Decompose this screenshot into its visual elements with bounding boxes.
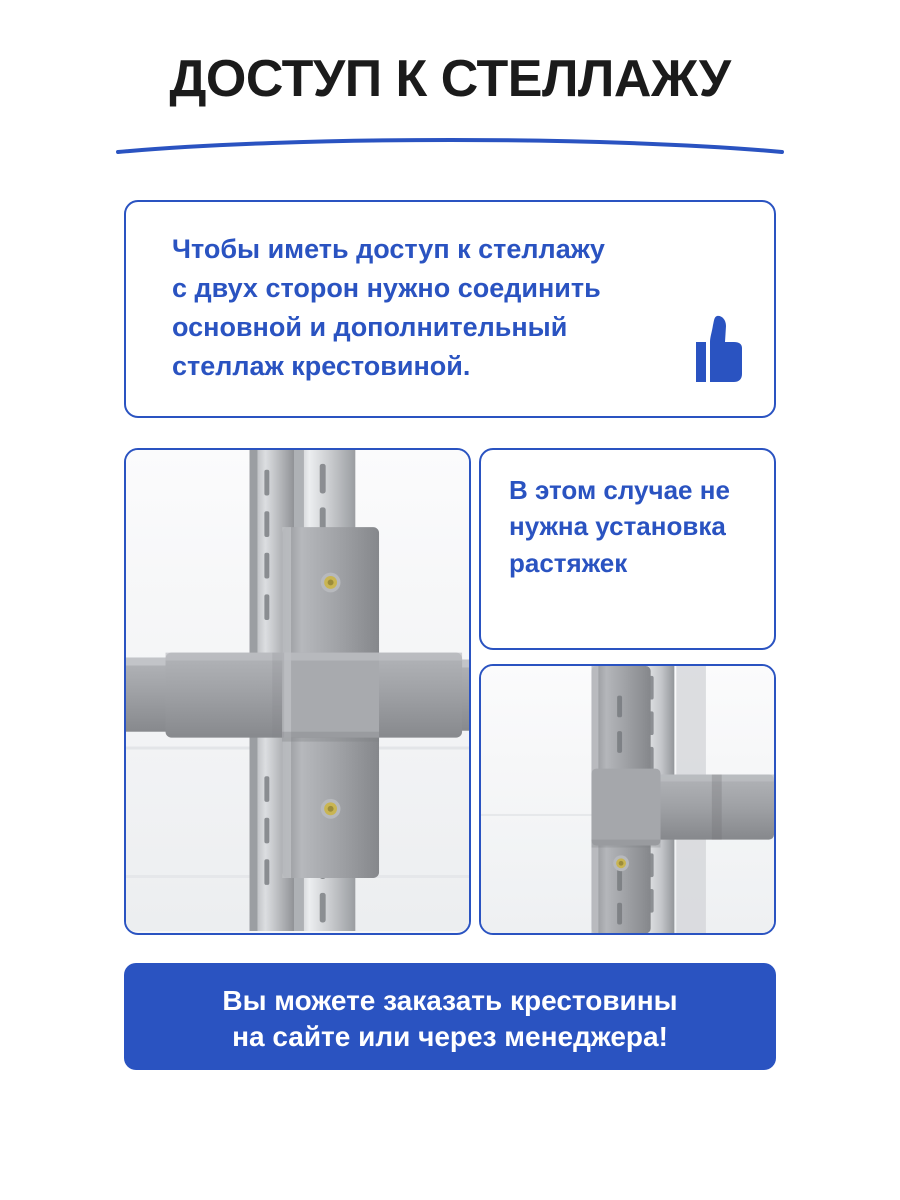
info-card-text (172, 230, 752, 387)
title-underline-decoration (116, 134, 784, 156)
page-title: ДОСТУП К СТЕЛЛАЖУ (169, 50, 731, 108)
bolt-upper (321, 573, 341, 593)
photo-cross-connector (124, 448, 471, 935)
info-line-4: стеллаж крестовиной. (172, 351, 471, 382)
tee-connector-illustration (481, 666, 774, 933)
thumbs-up-icon (676, 312, 748, 386)
info-line-3: основной и дополнительный (172, 312, 568, 343)
bolt-lower (321, 799, 341, 819)
cross-connector-illustration (126, 450, 469, 931)
bolt-tee (613, 855, 629, 871)
note-card (479, 448, 776, 650)
note-card-text: В этом случае не нужна установка растяжек (509, 475, 730, 578)
info-line-2-rest: нужно соединить (359, 273, 601, 304)
page-title-block (0, 52, 900, 107)
cta-line-2: на сайте или через менеджера! (232, 1021, 668, 1053)
info-line-1: Чтобы иметь доступ к стеллажу (172, 234, 605, 264)
cta-line-1: Вы можете заказать крестовины (222, 985, 678, 1016)
info-card (124, 200, 776, 418)
cta-text (124, 983, 776, 1056)
info-line-2-bold: с двух сторон (172, 273, 360, 304)
cta-banner[interactable] (124, 963, 776, 1070)
photo-tee-connector (479, 664, 776, 935)
